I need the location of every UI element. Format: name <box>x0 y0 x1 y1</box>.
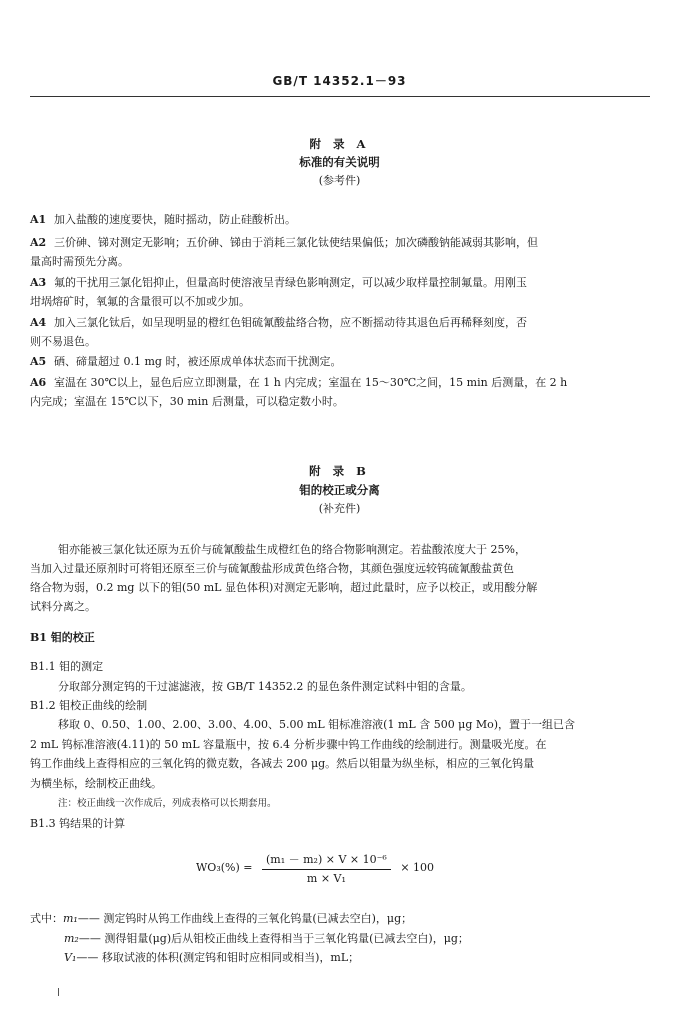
item-a2-label: A2 <box>30 236 47 249</box>
item-a6-label: A6 <box>30 376 47 389</box>
appendix-a-note: (参考件) <box>318 174 361 187</box>
var-m1 <box>30 912 412 926</box>
item-a4-cont: 则不易退色。 <box>30 335 96 348</box>
item-a4-label: A4 <box>30 316 47 329</box>
b11-text: 分取部分测定钨的干过滤滤液，按 GB/T 14352.2 的显色条件测定试料中钼的含量。 <box>58 680 472 693</box>
b11-heading: B1.1 钼的测定 <box>30 660 104 673</box>
item-a4 <box>30 316 527 330</box>
var-v1 <box>64 951 359 965</box>
appendix-b-title: 钼的校正或分离 <box>299 483 380 497</box>
formula-numerator: (m₁ － m₂) × V × 10⁻⁶ <box>262 851 391 870</box>
formula <box>196 851 434 885</box>
intro-line-2: 当加入过量还原剂时可将钼还原至三价与硫氰酸盐形成黄色络合物，其颜色强度远较钨硫氰酸盐黄色 <box>30 562 514 575</box>
item-a3-text: 氟的干扰用三氯化铝抑止，但量高时使溶液呈青绿色影响测定，可以减少取样量控制氟量。用刚玉 <box>54 276 527 289</box>
item-a5-text: 硒、碲量超过 0.1 mg 时，被还原成单体状态而干扰测定。 <box>54 355 342 368</box>
intro-line-3: 络合物为弱，0.2 mg 以下的钼(50 mL 显色体积)对测定无影响，超过此量时，应予以校正，或用酸分解 <box>30 581 538 594</box>
var-v1-text: —— 移取试液的体积(测定钨和钼时应相同或相当)，mL； <box>76 951 360 964</box>
item-a6 <box>30 376 567 390</box>
b12-heading: B1.2 钼校正曲线的绘制 <box>30 699 148 712</box>
appendix-b-label: 附 录 B <box>309 464 370 478</box>
formula-denominator: m × V₁ <box>306 872 346 885</box>
page-header: GB/T 14352.1－93 <box>272 74 407 88</box>
b13-heading: B1.3 钨结果的计算 <box>30 817 126 830</box>
b12-line-4: 为横坐标，绘制校正曲线。 <box>30 777 162 790</box>
var-m2-symbol: m₂ <box>64 932 79 945</box>
b12-line-2: 2 mL 钨标准溶液(4.11)的 50 mL 容量瓶中，按 6.4 分析步骤中钨工作曲线的绘制进行。测量吸光度。在 <box>30 738 547 751</box>
var-v1-symbol: V₁ <box>64 951 77 964</box>
item-a4-text: 加入三氯化钛后，如呈现明显的橙红色钼硫氰酸盐络合物，应不断摇动待其退色后再稀释刻度，否 <box>54 316 527 329</box>
where-label: 式中： <box>30 912 63 925</box>
item-a1-text: 加入盐酸的速度要快，随时摇动，防止硅酸析出。 <box>54 213 296 226</box>
item-a3-label: A3 <box>30 276 47 289</box>
scan-mark <box>58 988 59 996</box>
var-m1-symbol: m₁ <box>63 912 78 925</box>
header-rule <box>30 96 650 97</box>
b12-line-3: 钨工作曲线上查得相应的三氧化钨的微克数，各减去 200 μg。然后以钼量为纵坐标，相应的三氧化钨量 <box>30 757 535 770</box>
b1-heading: B1 钼的校正 <box>30 631 95 644</box>
formula-fraction <box>262 851 391 885</box>
item-a2-text: 三价砷、锑对测定无影响；五价砷、锑由于消耗三氯化钛使结果偏低；加次磷酸钠能减弱其影响，但 <box>54 236 538 249</box>
item-a6-cont: 内完成；室温在 15℃以下，30 min 后测量，可以稳定数小时。 <box>30 395 344 408</box>
b12-line-1: 移取 0、0.50、1.00、2.00、3.00、4.00、5.00 mL 钼标准溶液(1 mL 含 500 μg Mo)，置于一组已含 <box>58 718 576 731</box>
appendix-a-label: 附 录 A <box>309 137 370 151</box>
var-m2-text: —— 测得钼量(μg)后从钼校正曲线上查得相当于三氧化钨量(已减去空白)，μg； <box>78 932 469 945</box>
item-a3-cont: 坩埚熔矿时，氧氟的含量很可以不加或少加。 <box>30 295 250 308</box>
intro-line-1: 钼亦能被三氯化钛还原为五价与硫氰酸盐生成橙红色的络合物影响测定。若盐酸浓度大于 25%， <box>58 543 526 556</box>
item-a5-label: A5 <box>30 355 47 368</box>
appendix-a-title: 标准的有关说明 <box>299 155 380 169</box>
item-a2 <box>30 236 538 250</box>
var-m1-text: —— 测定钨时从钨工作曲线上查得的三氧化钨量(已减去空白)，μg； <box>77 912 413 925</box>
appendix-b-note: (补充件) <box>318 502 361 515</box>
formula-rhs: × 100 <box>400 861 435 874</box>
var-m2 <box>64 932 469 946</box>
item-a6-text: 室温在 30℃以上，显色后应立即测量，在 1 h 内完成；室温在 15～30℃之间，15 min 后测量，在 2 h <box>54 376 568 389</box>
intro-line-4: 试料分离之。 <box>30 600 96 613</box>
item-a1-label: A1 <box>30 213 47 226</box>
item-a2-cont: 量高时需预先分离。 <box>30 255 129 268</box>
note-text: 注：校正曲线一次作成后，列成表格可以长期套用。 <box>58 798 277 809</box>
item-a5 <box>30 355 341 369</box>
item-a1 <box>30 213 296 227</box>
item-a3 <box>30 276 527 290</box>
formula-lhs: WO₃(%) = <box>196 861 253 874</box>
